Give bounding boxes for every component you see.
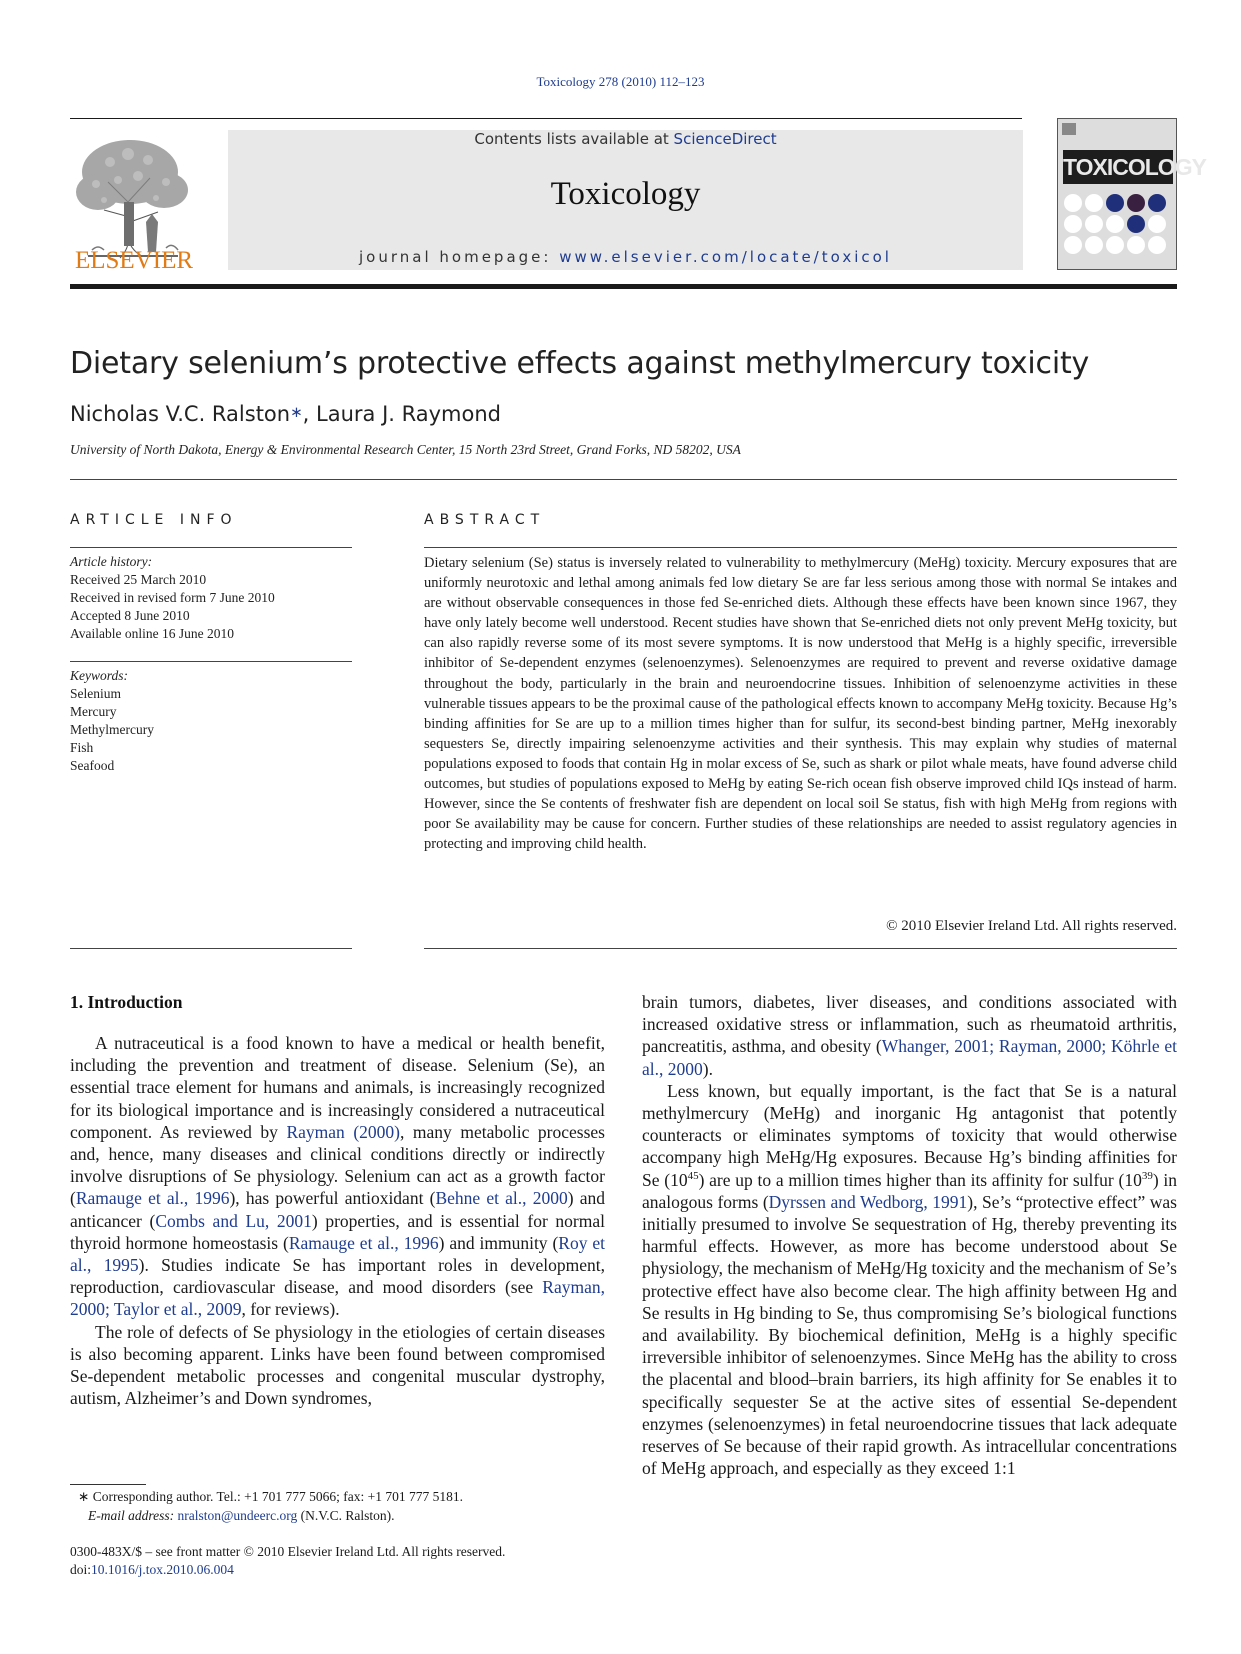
abstract-bottom-rule — [424, 948, 1177, 949]
cover-dot — [1127, 215, 1145, 233]
cover-title: TOXICOLOGY — [1063, 150, 1173, 184]
article-title: Dietary selenium’s protective effects against methylmercury toxicity — [70, 346, 1090, 381]
cover-dot — [1106, 236, 1124, 254]
cover-dot — [1148, 194, 1166, 212]
body-paragraph: A nutraceutical is a food known to have a medical or health benefit, including the prevention and treatment of disease. Selenium (Se), an essential trace element for humans and animals, is increasingly recognized for its biological importance and is increasingly considered a nutraceutical component. As reviewed by Rayman (2000), many metabolic processes and, hence, many diseases and clinical conditions directly or indirectly involve disruptions of Se physiology. Selenium can act as a growth factor (Ramauge et al., 1996), has powerful antioxidant (Behne et al., 2000) and anticancer (Combs and Lu, 2001) properties, and is essential for normal thyroid hormone homeostasis (Ramauge et al., 1996) and immunity (Roy et al., 1995). Studies indicate Se has important roles in development, reproduction, cardiovascular disease, and mood disorders (see Rayman, 2000; Taylor et al., 2009, for reviews). — [70, 1033, 606, 1320]
header-thick-rule — [70, 284, 1177, 289]
cover-dot — [1106, 194, 1124, 212]
superscript: 45 — [687, 1169, 699, 1182]
header-rule — [70, 118, 1022, 119]
keywords-block — [70, 667, 154, 775]
keywords-rule — [70, 661, 352, 662]
article-info-heading: ARTICLE INFO — [70, 512, 238, 528]
body-paragraph-continued: brain tumors, diabetes, liver diseases, and conditions associated with increased oxidative stress or inflammation, such as rheumatoid arthritis, pancreatitis, asthma, and obesity (Whanger, 2001; Rayman, 2000; Köhrle et al., 2000). — [642, 992, 1177, 1079]
body-column-left — [70, 1032, 605, 1409]
keyword: Methylmercury — [70, 722, 154, 737]
article-history-label: Article history: — [70, 554, 153, 569]
journal-homepage-link[interactable]: www.elsevier.com/locate/toxicol — [559, 248, 892, 266]
history-online: Available online 16 June 2010 — [70, 626, 234, 641]
author-name[interactable]: Laura J. Raymond — [316, 402, 502, 426]
cover-dot — [1064, 194, 1082, 212]
citation-link[interactable]: Ramauge et al., 1996 — [75, 1188, 230, 1209]
contents-prefix: Contents lists available at — [474, 130, 674, 148]
abstract-body: Dietary selenium (Se) status is inversely related to vulnerability to methylmercury (MeHg) toxicity. Mercury exposures that are uniformly neurotoxic and lethal among animals fed low dietary Se are far less serious among those with normal Se intakes and are without observable consequences in those fed Se-enriched diets. Although these effects have been known since 1967, they have only lately become well understood. Recent studies have shown that Se-enriched diets not only prevent MeHg toxicity, but can also rapidly reverse some of its most severe symptoms. It is now understood that MeHg is a highly specific, irreversible inhibitor of Se-dependent enzymes (selenoenzymes). Selenoenzymes are required to prevent and reverse oxidative damage throughout the body, particularly in the brain and neuroendocrine tissues. Inhibition of selenoenzyme activities in these vulnerable tissues appears to be the proximal cause of the pathological effects known to accompany MeHg toxicity. Because Hg’s binding affinities for Se are up to a million times higher than for sulfur, its second-best binding partner, MeHg inexorably sequesters Se, directly impairing selenoenzyme activities and their synthesis. This may explain why studies of maternal populations exposed to foods that contain Hg in molar excess of Se, such as shark or pilot whale meats, have found adverse child outcomes, but studies of populations exposed to MeHg by eating Se-rich ocean fish observe improved child IQs instead of harm. However, since the Se contents of freshwater fish are dependent on local soil Se status, fish with high MeHg from regions with poor Se availability may be cause for concern. Further studies of these relationships are needed to assist regulatory agencies in protecting and improving child health. — [424, 555, 1177, 853]
cover-dot — [1085, 194, 1103, 212]
footnote-rule — [70, 1484, 146, 1485]
author-list — [70, 402, 501, 426]
contents-availability-line — [228, 130, 1023, 148]
body-paragraph: The role of defects of Se physiology in the etiologies of certain diseases is also becoming apparent. Links have been found between compromised Se-dependent metabolic processes and congenital muscular dystrophy, autism, Alzheimer’s and Down syndromes, — [70, 1321, 605, 1409]
citation-link[interactable]: Ramauge et al., 1996 — [288, 1232, 439, 1253]
citation-link[interactable]: Rayman (2000) — [286, 1121, 400, 1142]
cover-dot — [1127, 194, 1145, 212]
corresponding-author-footnote: ∗ Corresponding author. Tel.: +1 701 777 5066; fax: +1 701 777 5181. E-mail address: nralston@undeerc.org (N.V.C. Ralston). — [78, 1489, 463, 1523]
author-name[interactable]: Nicholas V.C. Ralston — [70, 402, 291, 426]
keyword: Fish — [70, 740, 94, 755]
cover-dot — [1064, 215, 1082, 233]
citation-link[interactable]: Roy et al., 1995 — [70, 1232, 605, 1276]
journal-cover-image — [1057, 118, 1177, 270]
history-accepted: Accepted 8 June 2010 — [70, 608, 190, 623]
keywords-label: Keywords: — [70, 668, 128, 683]
cover-dot — [1085, 215, 1103, 233]
keyword: Selenium — [70, 686, 121, 701]
abstract-rule — [424, 547, 1177, 548]
superscript: 39 — [1141, 1169, 1153, 1182]
author-separator: , — [302, 402, 317, 426]
cover-dot — [1064, 236, 1082, 254]
affiliation-rule — [70, 479, 1177, 480]
homepage-prefix: journal homepage: — [359, 248, 560, 266]
issn-line: 0300-483X/$ – see front matter © 2010 Elsevier Ireland Ltd. All rights reserved. — [70, 1544, 506, 1559]
journal-title: Toxicology — [550, 176, 701, 212]
abstract-copyright: © 2010 Elsevier Ireland Ltd. All rights reserved. — [886, 918, 1177, 934]
article-info-rule — [70, 547, 352, 548]
citation-link[interactable]: Combs and Lu, 2001 — [155, 1210, 312, 1231]
keyword: Seafood — [70, 758, 115, 773]
cover-dot — [1127, 236, 1145, 254]
article-history — [70, 553, 275, 643]
front-matter-info — [70, 1543, 505, 1579]
author-affiliation: University of North Dakota, Energy & Environmental Research Center, 15 North 23rd Street, Grand Forks, ND 58202, USA — [70, 442, 741, 457]
doi-label: doi: — [70, 1562, 92, 1577]
body-column-right — [642, 991, 1177, 1479]
cover-publisher-mark — [1062, 123, 1076, 135]
citation-link[interactable]: Whanger, 2001; Rayman, 2000; Köhrle et al., 2000 — [642, 1036, 1177, 1079]
email-link[interactable]: nralston@undeerc.org — [177, 1508, 298, 1523]
history-revised: Received in revised form 7 June 2010 — [70, 590, 275, 605]
cover-dot — [1148, 236, 1166, 254]
corresponding-author-mark[interactable]: ∗ — [290, 403, 303, 421]
citation-link[interactable]: Rayman, 2000; Taylor et al., 2009 — [70, 1277, 605, 1320]
keyword: Mercury — [70, 704, 117, 719]
cover-dot — [1106, 215, 1124, 233]
footnote-mark: ∗ — [78, 1489, 90, 1504]
journal-homepage-line — [228, 248, 1023, 266]
abstract-heading: ABSTRACT — [424, 512, 546, 528]
history-received: Received 25 March 2010 — [70, 572, 207, 587]
section-heading-introduction: 1. Introduction — [70, 992, 183, 1012]
citation-link[interactable]: Behne et al., 2000 — [435, 1188, 568, 1209]
cover-dot — [1085, 236, 1103, 254]
doi-link[interactable]: 10.1016/j.tox.2010.06.004 — [91, 1562, 234, 1577]
citation-link[interactable]: Dyrssen and Wedborg, 1991 — [768, 1191, 968, 1212]
elsevier-wordmark: ELSEVIER — [74, 247, 194, 274]
journal-citation-link[interactable]: Toxicology 278 (2010) 112–123 — [536, 74, 705, 89]
cover-dot — [1148, 215, 1166, 233]
body-paragraph: Less known, but equally important, is the fact that Se is a natural methylmercury (MeHg) and inorganic Hg antagonist that potently counteracts or eliminates symptoms of toxicity that would otherwise accompany high MeHg/Hg exposures. Because Hg’s binding affinities for Se $(10^{45})$ are up to a million times higher than its affinity for sulfur $(10^{39})$ in analogous forms (Dyrssen and Wedborg, 1991), Se’s “protective effect” was initially presumed to involve Se sequestration of Hg, thereby preventing its harmful effects. However, as more has become understood about Se physiology, the mechanism of MeHg/Hg toxicity and the mechanism of Se’s protective effect have also become clear. The high affinity between Hg and Se results in Hg binding to Se, thus compromising Se’s biological functions and availability. By biochemical definition, MeHg is a highly specific irreversible inhibitor of selenoenzymes. Since MeHg has the ability to cross the placental and blood–brain barriers, its high affinity for Se enables it to specifically sequester Se at the active sites of essential Se-dependent enzymes (selenoenzymes) in fetal neuroendocrine tissues that lack adequate reserves of Se because of their rapid growth. As intracellular concentrations of MeHg approach, and especially as they exceed 1:1 — [642, 1080, 1178, 1479]
sciencedirect-link[interactable]: ScienceDirect — [673, 130, 777, 148]
email-label: E-mail address: — [88, 1508, 175, 1523]
article-info-bottom-rule — [70, 948, 352, 949]
